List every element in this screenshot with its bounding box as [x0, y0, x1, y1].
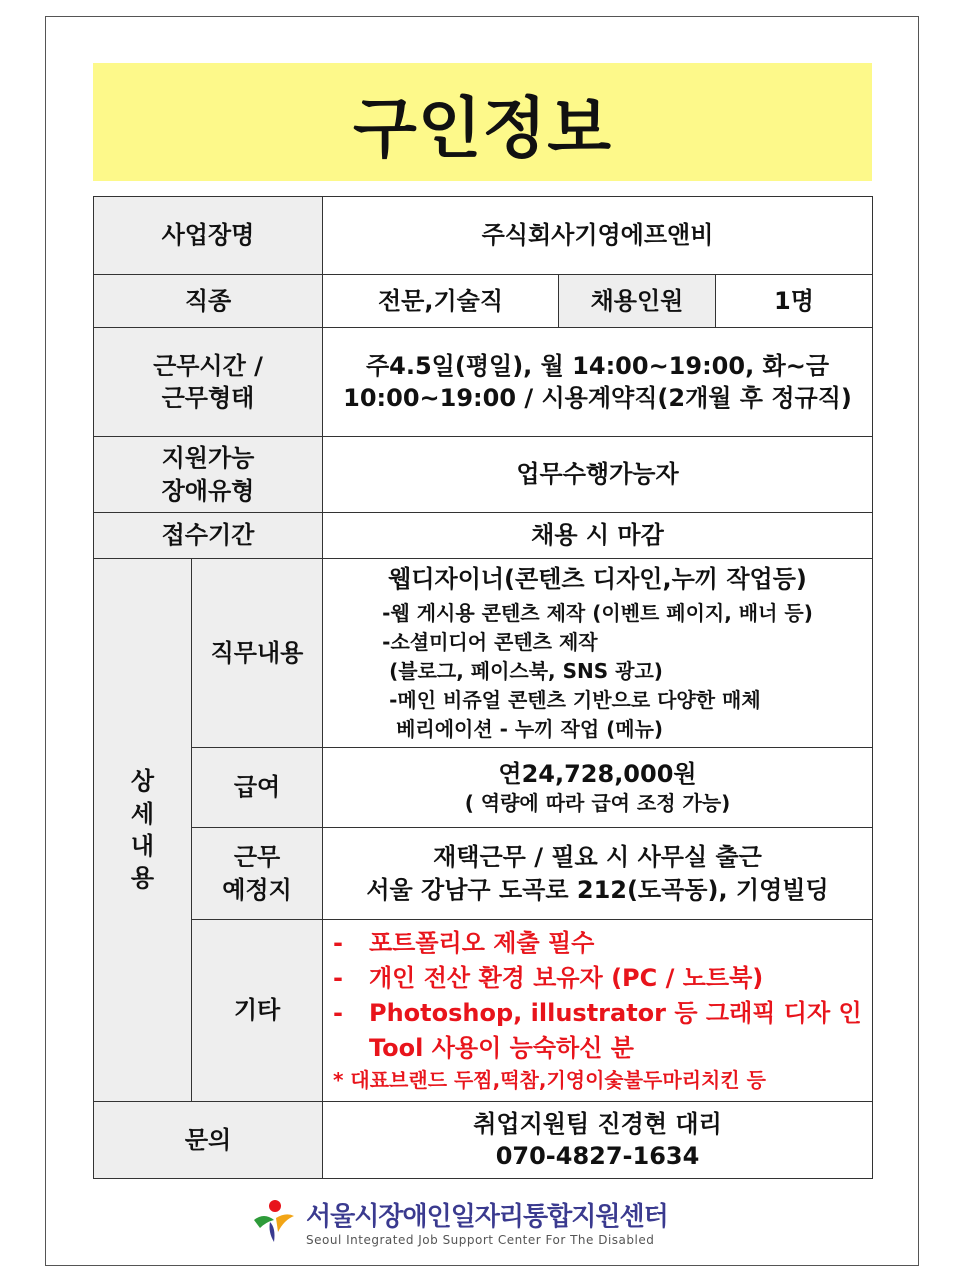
company-row: [94, 197, 873, 275]
duty-row: [94, 559, 873, 748]
title-banner: [93, 63, 872, 181]
salary-row: [94, 748, 873, 828]
contact-label: 문의: [94, 1102, 323, 1179]
org-logo-text: [306, 1196, 668, 1247]
disability-value: 업무수행가능자: [323, 437, 873, 513]
job-type-label: 직종: [94, 275, 323, 328]
duty-line: (블로그, 페이스북, SNS 광고): [382, 658, 663, 683]
etc-value: [323, 920, 873, 1102]
work-hours-value-line1: 주4.5일(평일), 월 14:00~19:00, 화~금: [365, 351, 830, 380]
page-title: 구인정보: [352, 89, 613, 167]
etc-bullet: [333, 996, 868, 1066]
salary-label: 급여: [192, 748, 323, 828]
hire-count-label: 채용인원: [559, 275, 716, 328]
salary-amount: 연24,728,000원: [498, 759, 697, 788]
period-value: 채용 시 마감: [323, 513, 873, 559]
work-hours-value-line2: 10:00~19:00 / 시용계약직(2개월 후 정규직): [343, 384, 852, 412]
disability-label-line1: 지원가능: [161, 444, 255, 473]
duty-line: -웹 게시용 콘텐츠 제작 (이벤트 페이지, 배너 등): [382, 600, 813, 625]
disability-label: [94, 437, 323, 513]
location-label-line2: 예정지: [222, 875, 292, 904]
duty-line: 베리에이션 - 누끼 작업 (메뉴): [382, 716, 664, 741]
job-type-row: [94, 275, 873, 328]
etc-note: * 대표브랜드 두찜,떡참,기영이숯불두마리치킨 등: [333, 1067, 766, 1092]
etc-bullet: [333, 926, 868, 961]
company-label: 사업장명: [94, 197, 323, 275]
hire-count-value: 1명: [716, 275, 873, 328]
contact-person: 취업지원팀 진경현 대리: [473, 1109, 722, 1138]
duty-label: 직무내용: [192, 559, 323, 748]
etc-bullet-marker: -: [333, 999, 343, 1027]
company-value: 주식회사기영에프앤비: [323, 197, 873, 275]
duty-line: -메인 비쥬얼 콘텐츠 기반으로 다양한 매체: [382, 687, 761, 712]
contact-row: [94, 1102, 873, 1179]
location-value-line2: 서울 강남구 도곡로 212(도곡동), 기영빌딩: [366, 875, 829, 904]
person-figure-icon: [250, 1198, 298, 1244]
org-name-korean: 서울시장애인일자리통합지원센터: [306, 1201, 668, 1232]
etc-bullet-text: 포트폴리오 제출 필수: [369, 929, 595, 958]
details-side-char: 내: [130, 832, 155, 860]
location-row: [94, 828, 873, 920]
work-hours-label-line2: 근무형태: [161, 384, 255, 412]
duty-value: [323, 559, 873, 748]
disability-row: [94, 437, 873, 513]
etc-bullet: [333, 961, 868, 996]
job-info-table: [93, 196, 873, 1179]
work-hours-row: [94, 328, 873, 437]
disability-label-line2: 장애유형: [161, 476, 255, 505]
job-type-value: 전문,기술직: [323, 275, 559, 328]
salary-note: ( 역량에 따라 급여 조정 가능): [464, 791, 731, 816]
work-hours-label-line1: 근무시간 /: [153, 351, 263, 380]
location-value: [323, 828, 873, 920]
work-hours-label: [94, 328, 323, 437]
etc-list: [327, 926, 868, 1094]
details-side-label: [94, 559, 192, 1102]
period-label: 접수기간: [94, 513, 323, 559]
salary-value: [323, 748, 873, 828]
contact-value: [323, 1102, 873, 1179]
location-value-line1: 재택근무 / 필요 시 사무실 출근: [433, 843, 762, 872]
duty-lead: 웹디자이너(콘텐츠 디자인,누끼 작업등): [388, 564, 807, 593]
location-label: [192, 828, 323, 920]
details-side-char: 용: [130, 864, 155, 893]
period-row: [94, 513, 873, 559]
etc-bullet-text: Photoshop, illustrator 등 그래픽 디자 인 Tool 사용이 능숙하신 분: [369, 999, 862, 1062]
etc-row: [94, 920, 873, 1102]
duty-description: [382, 562, 813, 744]
location-label-line1: 근무: [233, 843, 281, 872]
etc-bullet-marker: -: [333, 964, 343, 993]
details-side-char: 세: [130, 799, 155, 828]
etc-label: 기타: [192, 920, 323, 1102]
details-side-char: 상: [130, 767, 155, 796]
work-hours-value: [323, 328, 873, 437]
org-logo: [250, 1196, 720, 1246]
duty-line: -소셜미디어 콘텐츠 제작: [382, 629, 598, 654]
contact-phone: 070-4827-1634: [495, 1142, 700, 1170]
etc-bullet-marker: -: [333, 929, 343, 958]
etc-bullet-text: 개인 전산 환경 보유자 (PC / 노트북): [369, 964, 764, 993]
org-name-english: Seoul Integrated Job Support Center For The Disabled: [306, 1232, 655, 1247]
